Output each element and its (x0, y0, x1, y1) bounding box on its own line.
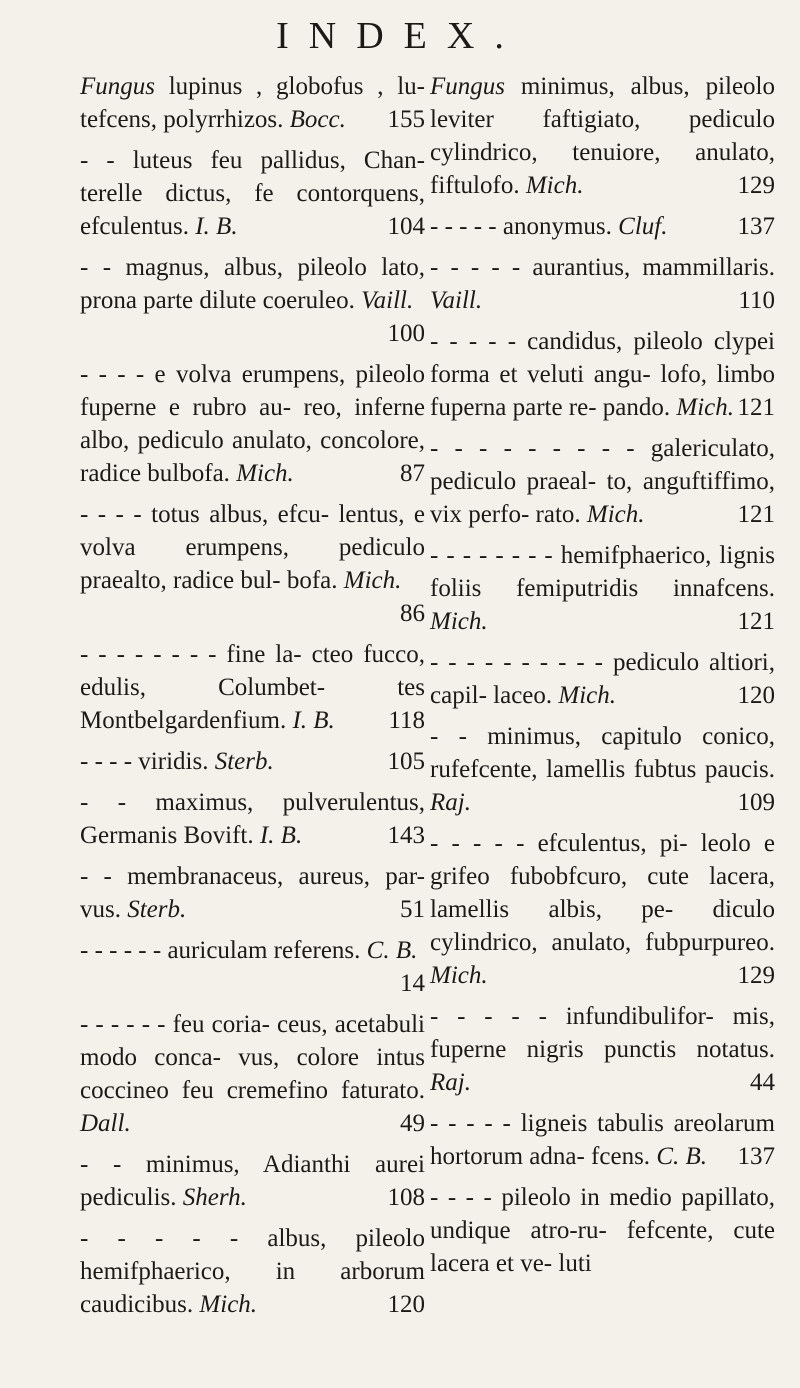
index-entry (430, 251, 775, 317)
entry-page: 121 (737, 394, 775, 421)
entry-author: Mich. (670, 394, 735, 421)
entry-author: Mich. (552, 682, 617, 709)
index-entry (430, 210, 775, 243)
entry-text: - - - - e volva erumpens, pileolo fuperne e rubro au- reo, inferne albo, pediculo anulato, concolore, radice bulbofa. (80, 361, 425, 487)
entry-author: Sherh. (176, 1184, 247, 1211)
entry-author: Vaill. (430, 287, 483, 314)
entry-text: - - - - - ligneis tabulis areolarum hortorum adna- fcens. (430, 1110, 775, 1170)
entry-text: - - - - - - - - - galericulato, pediculo praeal- to, anguftiffimo, vix perfo- rato. (430, 435, 775, 528)
index-entry (80, 1222, 425, 1321)
entry-author: Mich. (580, 501, 645, 528)
entry-text: - - - - - infundibulifor- mis, fuperne nigris punctis notatus. (430, 1003, 775, 1063)
entry-page: 44 (750, 1069, 775, 1096)
entry-author: Raj. (430, 789, 471, 816)
entry-page: 14 (400, 970, 425, 997)
entry-author: Dall. (80, 1110, 131, 1137)
entry-author: Raj. (430, 1069, 471, 1096)
entry-page: 104 (387, 213, 425, 240)
entry-text: - - - - - aurantius, mammillaris. (430, 254, 775, 281)
entry-text: - - - - - - feu coria- ceus, acetabuli modo conca- vus, colore intus coccineo feu cremefino faturato. (80, 1011, 425, 1104)
entry-author: Mich. (430, 608, 488, 635)
entry-head: Fungus (80, 73, 155, 100)
index-entry (80, 498, 425, 630)
entry-page: 129 (737, 962, 775, 989)
entry-text: - - - - - albus, pileolo hemifphaerico, in arborum caudicibus. (80, 1225, 425, 1318)
entry-author: Mich. (337, 567, 402, 594)
entry-author: Sterb. (208, 748, 274, 775)
index-entry (430, 720, 775, 819)
entry-page: 86 (400, 600, 425, 627)
entry-head: Fungus (430, 73, 505, 100)
entry-author: I. B. (253, 822, 303, 849)
index-entry (430, 827, 775, 992)
index-entry (80, 786, 425, 852)
page-header: INDEX. (276, 15, 524, 57)
index-entry (430, 1107, 775, 1173)
entry-page: 121 (737, 501, 775, 528)
index-entry (430, 646, 775, 712)
entry-author: Mich. (430, 962, 488, 989)
index-entry (80, 934, 425, 1000)
entry-page: 51 (400, 896, 425, 923)
index-column-left (80, 70, 425, 1329)
entry-text: - - luteus feu pallidus, Chan- terelle dictus, fe contorquens, efculentus. (80, 147, 425, 240)
index-entry (80, 1148, 425, 1214)
entry-text: - - minimus, capitulo conico, rufefcente, lamellis fubtus paucis. (430, 723, 775, 783)
entry-page: 137 (737, 213, 775, 240)
index-entry (80, 1008, 425, 1140)
entry-page: 121 (737, 608, 775, 635)
entry-text: - - maximus, pulverulentus, Germanis Bovift. (80, 789, 425, 849)
index-entry (80, 745, 425, 778)
index-entry (80, 251, 425, 350)
entry-author: Cluf. (611, 213, 668, 240)
index-column-right (430, 70, 775, 1288)
entry-page: 118 (388, 707, 425, 734)
index-entry (80, 638, 425, 737)
entry-page: 49 (400, 1110, 425, 1137)
entry-page: 100 (387, 320, 425, 347)
entry-page: 87 (400, 460, 425, 487)
index-entry (430, 70, 775, 202)
entry-author: Mich. (193, 1291, 258, 1318)
entry-text: - - - - - - - - fine la- cteo fucco, edulis, Columbet- tes Montbelgardenfium. (80, 641, 425, 734)
entry-author: Mich. (229, 460, 294, 487)
entry-author: C. B. (650, 1143, 708, 1170)
entry-author: Sterb. (120, 896, 187, 923)
entry-text: - - - - - - - - hemifphaerico, lignis foliis femiputridis innafcens. (430, 542, 775, 602)
entry-text: minimus, albus, pileolo leviter faftigiato, pediculo cylindrico, tenuiore, anulato, fiftulofo. (430, 73, 775, 199)
entry-text: - - - - pileolo in medio papillato, undique atro-ru- fefcente, cute lacera et ve- luti (430, 1184, 775, 1277)
entry-text: - - magnus, albus, pileolo lato, prona parte dilute coeruleo. (80, 254, 425, 314)
entry-author: I. B. (188, 213, 238, 240)
entry-text: - - - - - - - - - - pediculo altiori, capil- laceo. (430, 649, 775, 709)
index-entry (430, 539, 775, 638)
entry-page: 108 (387, 1184, 425, 1211)
index-entry (430, 432, 775, 531)
entry-page: 137 (737, 1143, 775, 1170)
index-entry (80, 70, 425, 136)
entry-page: 109 (737, 789, 775, 816)
index-entry (80, 358, 425, 490)
entry-page: 155 (387, 106, 425, 133)
entry-text: - - - - viridis. (80, 748, 209, 775)
entry-page: 129 (737, 172, 775, 199)
index-entry (80, 144, 425, 243)
index-entry (430, 325, 775, 424)
entry-text: - - - - - - auriculam referens. (80, 937, 361, 964)
entry-text: - - minimus, Adianthi aurei pediculis. (80, 1151, 425, 1211)
entry-page: 143 (387, 822, 425, 849)
entry-text: - - - - - anonymus. (430, 213, 612, 240)
index-entry (430, 1000, 775, 1099)
entry-text: lupinus , globofus , lu- tefcens, polyrrhizos. (80, 73, 425, 133)
entry-text: - - membranaceus, aureus, par- vus. (80, 863, 425, 923)
entry-page: 110 (738, 287, 775, 314)
entry-text: - - - - - candidus, pileolo clypei forma et veluti angu- lofo, limbo fuperna parte re- pando. (430, 328, 775, 421)
entry-author: Mich. (519, 172, 584, 199)
index-entry (80, 860, 425, 926)
entry-page: 120 (387, 1291, 425, 1318)
entry-text: - - - - totus albus, efcu- lentus, e volva erumpens, pediculo praealto, radice bul- bofa. (80, 501, 425, 594)
entry-author: I. B. (286, 707, 335, 734)
entry-text: - - - - - efculentus, pi- leolo e grifeo fubobfcuro, cute lacera, lamellis albis, pe- diculo cylindrico, anulato, fubpurpureo. (430, 830, 775, 956)
index-entry (430, 1181, 775, 1280)
entry-author: Vaill. (354, 287, 414, 314)
entry-author: C. B. (360, 937, 418, 964)
entry-author: Bocc. (283, 106, 346, 133)
entry-page: 105 (387, 748, 425, 775)
entry-page: 120 (737, 682, 775, 709)
